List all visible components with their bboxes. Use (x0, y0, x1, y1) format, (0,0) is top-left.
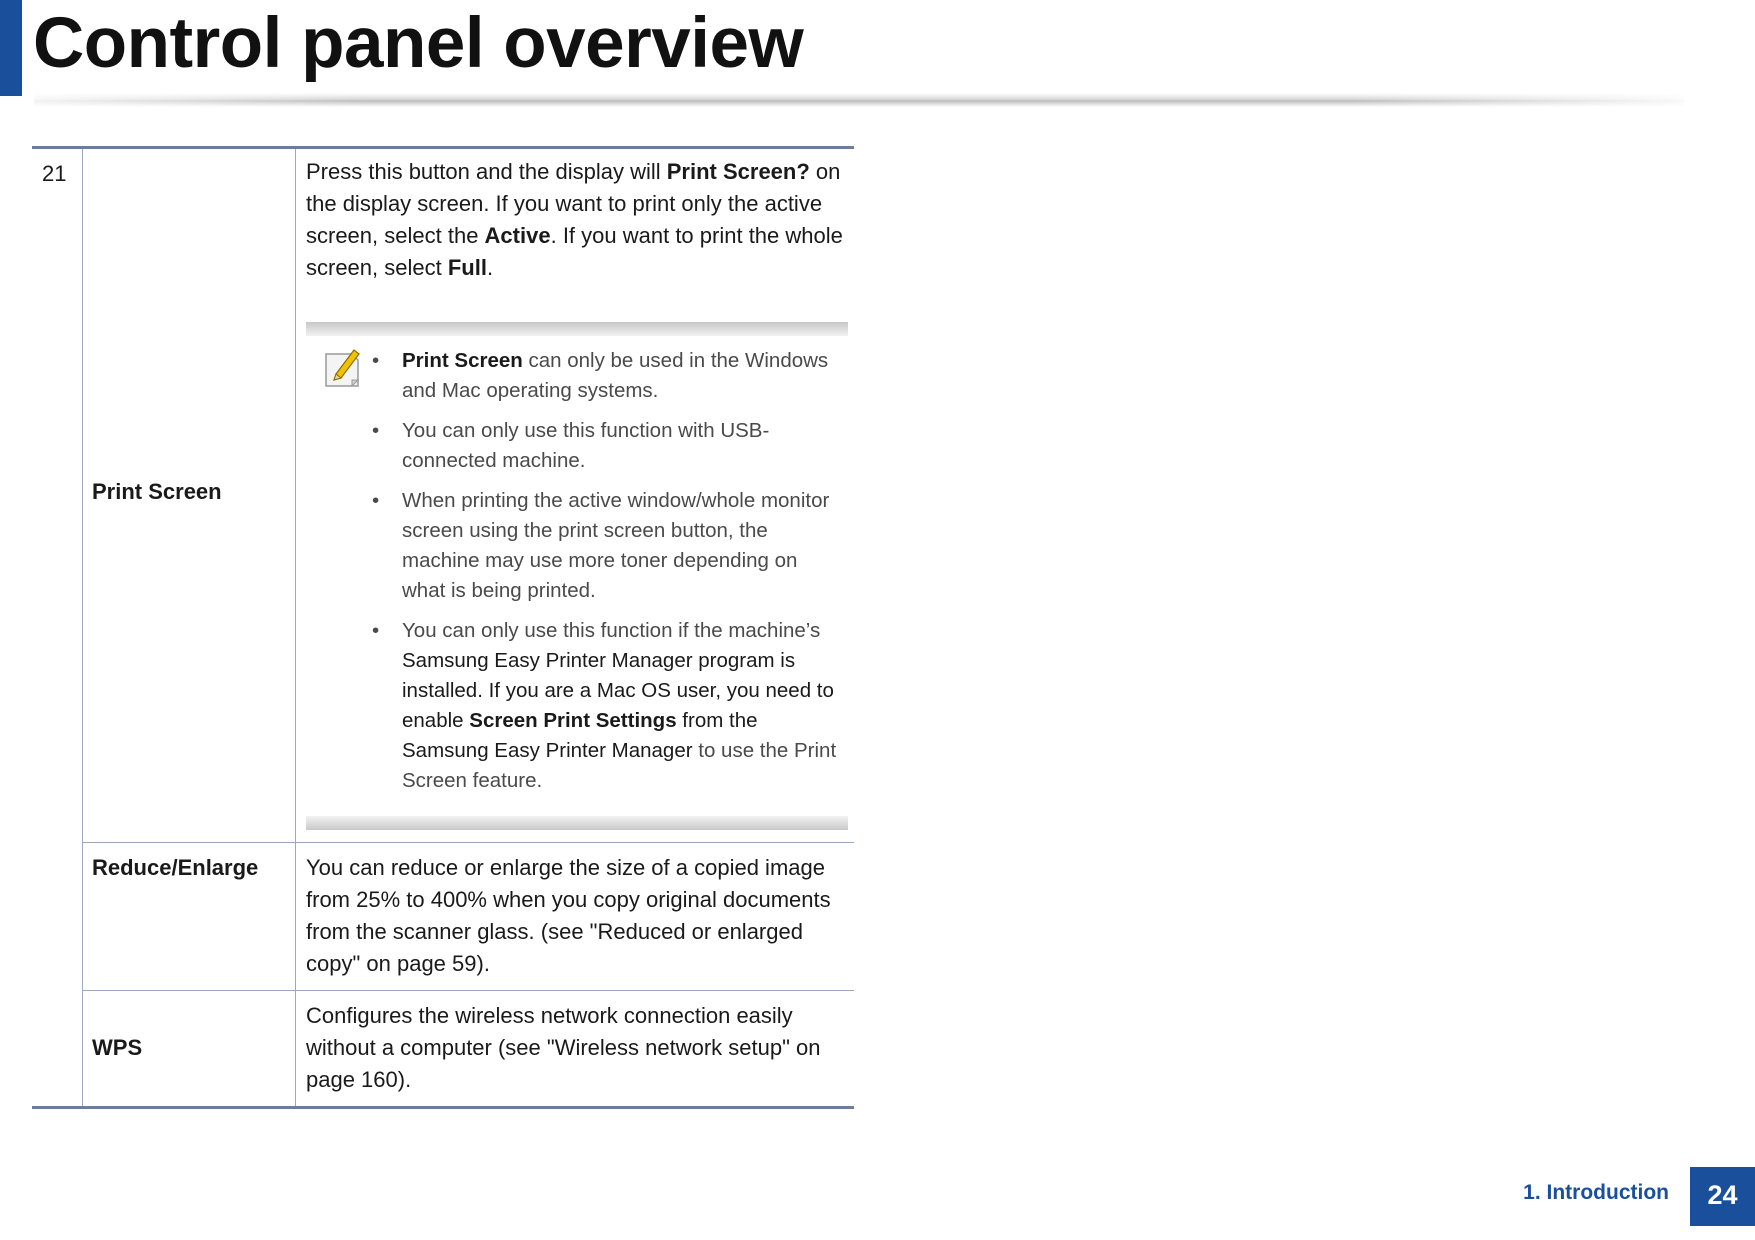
desc-text: . If you want to print the whole screen, select (306, 223, 843, 280)
note-bottom-bar (306, 816, 848, 830)
table-bottom-rule (32, 1106, 854, 1109)
note-text: from the Samsung Easy Printer Manager (402, 709, 758, 762)
column-divider (295, 149, 296, 1106)
desc-text: . (486, 255, 494, 280)
print-screen-label: Print Screen (92, 479, 222, 504)
reduce-enlarge-label: Reduce/Enlarge (92, 855, 259, 880)
note-pencil-icon (322, 344, 364, 390)
page-number-badge: 24 (1690, 1167, 1755, 1226)
wps-label: WPS (92, 1035, 143, 1060)
reduce-enlarge-description: You can reduce or enlarge the size of a copied image from 25% to 400% when you copy original documents from the scanner glass. (see "Reduced or enlarged copy" on page 59). (306, 855, 831, 976)
row-number: 21 (42, 161, 67, 186)
desc-bold: Active (484, 223, 551, 248)
control-panel-table (32, 146, 854, 1109)
title-accent-bar (0, 0, 22, 96)
note-text: You can only use this function if the machine’s (402, 619, 821, 642)
desc-bold: Full (447, 255, 487, 280)
desc-bold: Print Screen? (666, 159, 810, 184)
note-text: can only be used in the Windows and Mac operating systems. (402, 349, 829, 402)
page-title: Control panel overview (33, 4, 804, 83)
note-item (402, 616, 838, 796)
row-divider (82, 842, 854, 843)
note-item (402, 346, 838, 406)
note-text: When printing the active window/whole monitor screen using the print screen button, the machine may use more toner depending on what is being printed. (402, 489, 830, 602)
note-text: to use the Print Screen feature. (402, 739, 837, 792)
desc-text: on the display screen. If you want to print only the active screen, select the (306, 159, 841, 248)
wps-description: Configures the wireless network connection easily without a computer (see "Wireless network setup" on page 160). (306, 1003, 821, 1092)
column-divider (82, 149, 83, 1106)
note-box (306, 322, 848, 830)
note-text: You can only use this function with USB-connected machine. (402, 419, 770, 472)
note-item (402, 416, 838, 476)
row-divider (82, 990, 854, 991)
note-item (402, 486, 838, 606)
desc-text: Press this button and the display will (306, 159, 667, 184)
note-list (402, 346, 838, 806)
table-top-rule (32, 146, 854, 149)
note-bold: Print Screen (402, 349, 523, 372)
note-bold: Screen Print Settings (469, 709, 677, 732)
print-screen-description (306, 156, 846, 284)
note-top-bar (306, 322, 848, 336)
footer-section-label: 1. Introduction (1523, 1181, 1669, 1204)
note-text: Samsung Easy Printer Manager program is installed. If you are a Mac OS user, you need to enable (402, 649, 834, 732)
title-divider (34, 93, 1684, 107)
